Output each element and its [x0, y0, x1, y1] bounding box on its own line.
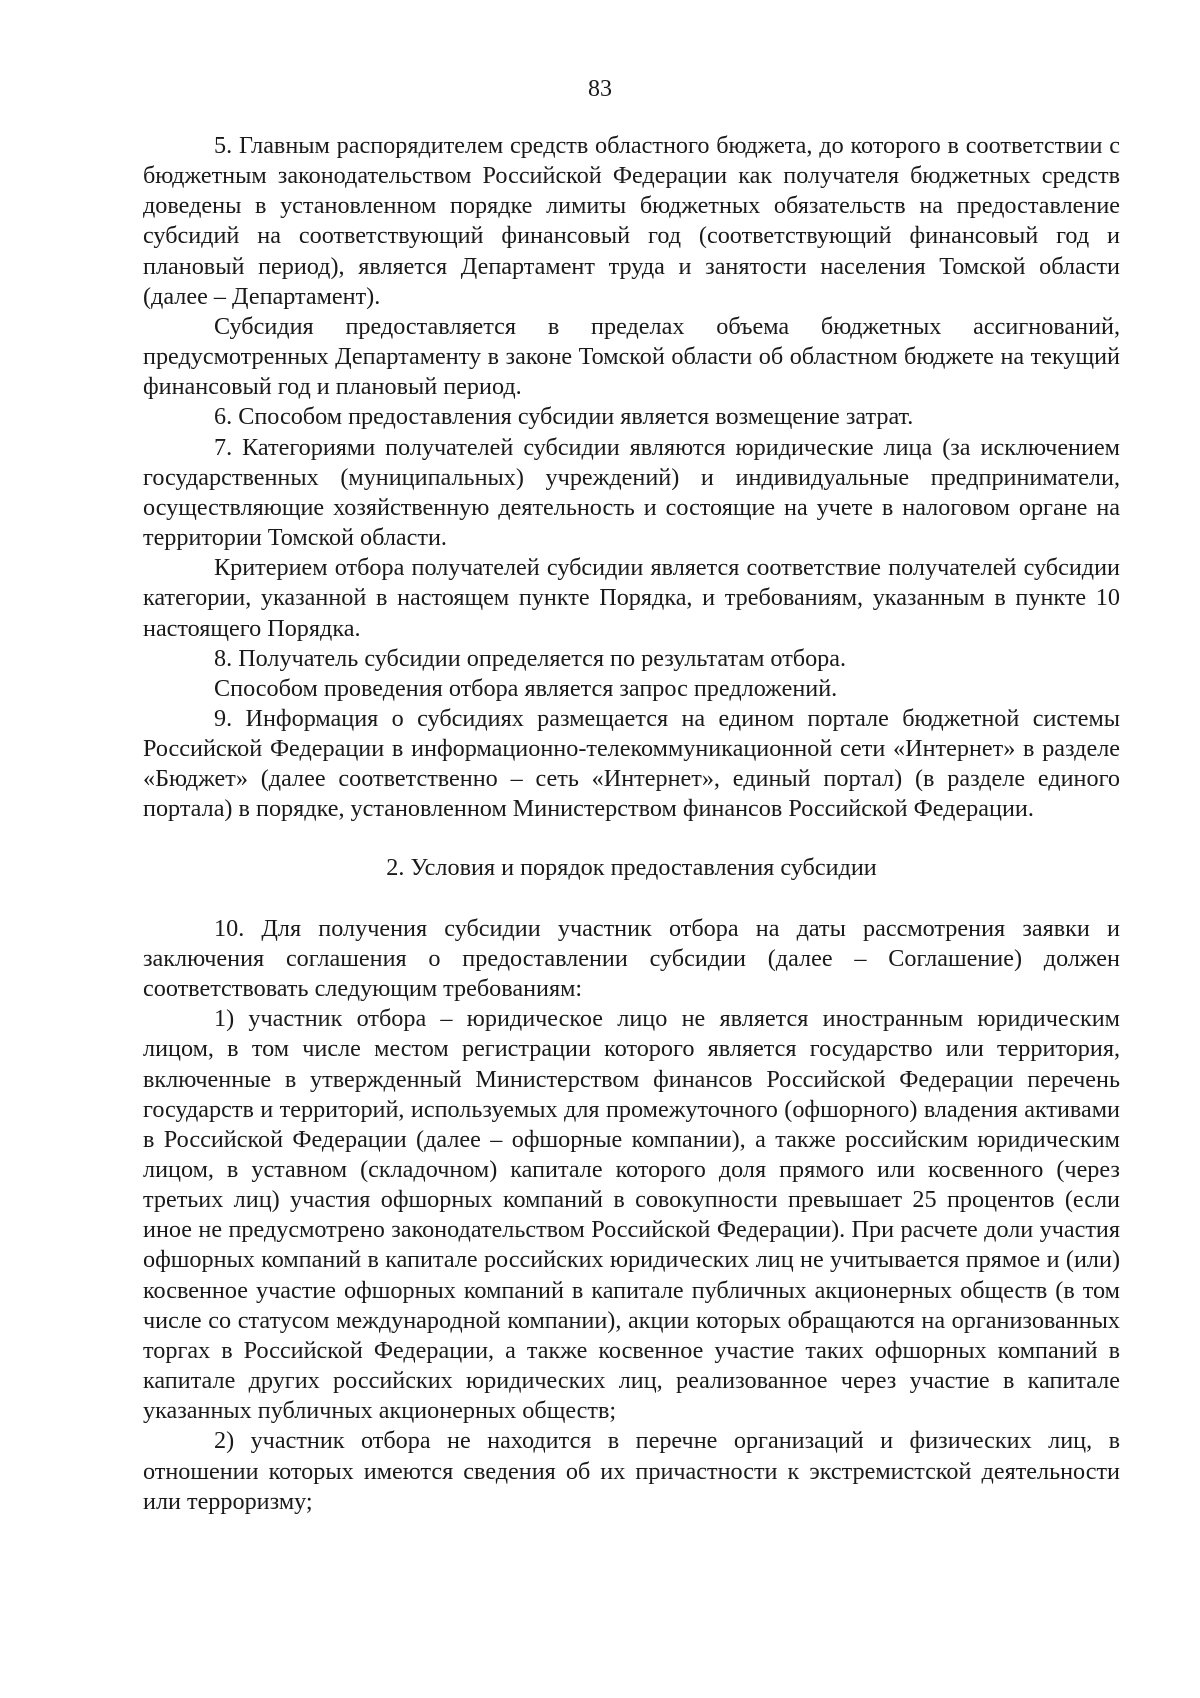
- paragraph-6: 6. Способом предоставления субсидии является возмещение затрат.: [214, 403, 914, 431]
- paragraph-10: 10. Для получения субсидии участник отбора на даты рассмотрения заявки и заключения соглашения о предоставлении субсидии (далее – Соглашение) должен соответствовать следующим требованиям:: [143, 914, 1120, 1003]
- section-title: 2. Условия и порядок предоставления субсидии: [386, 853, 877, 881]
- paragraph-9: 9. Информация о субсидиях размещается на едином портале бюджетной системы Российской Федерации в информационно-телекоммуникационной сети «Интернет» в разделе «Бюджет» (далее соответственно – сеть «Интернет», единый портал) (в разделе единого портала) в порядке, установленном Министерством финансов Российской Федерации.: [143, 704, 1120, 823]
- paragraph-8-method: Способом проведения отбора является запрос предложений.: [214, 674, 838, 702]
- paragraph-7-criterion: Критерием отбора получателей субсидии является соответствие получателей субсидии категории, указанной в настоящем пункте Порядка, и требованиям, указанным в пункте 10 настоящего Порядка.: [143, 554, 1120, 642]
- paragraph-8: 8. Получатель субсидии определяется по результатам отбора.: [214, 644, 847, 672]
- paragraph-10-item-1: 1) участник отбора – юридическое лицо не является иностранным юридическим лицом, в том числе местом регистрации которого является государство или территория, включенные в утвержденный Министерством финансов Российской Федерации перечень государств и территорий, используемых для промежуточного (офшорного) владения активами в Российской Федерации (далее – офшорные компании), а также российским юридическим лицом, в уставном (складочном) капитале которого доля прямого или косвенного (через третьих лиц) участия офшорных компаний в совокупности превышает 25 процентов (если иное не предусмотрено законодательством Российской Федерации). При расчете доли участия офшорных компаний в капитале российских юридических лиц не учитывается прямое и (или) косвенное участие офшорных компаний в капитале публичных акционерных обществ (в том числе со статусом международной компании), акции которых обращаются на организованных торгах в Российской Федерации, а также косвенное участие таких офшорных компаний в капитале других российских юридических лиц, реализованное через участие в капитале указанных публичных акционерных обществ;: [143, 1005, 1120, 1425]
- paragraph-5: 5. Главным распорядителем средств областного бюджета, до которого в соответствии с бюджетным законодательством Российской Федерации как получателя бюджетных средств доведены в установленном порядке лимиты бюджетных обязательств на предоставление субсидий на соответствующий финансовый год (соответствующий финансовый год и плановый период), является Департамент труда и занятости населения Томской области (далее – Департамент).: [143, 132, 1120, 310]
- paragraph-10-item-2: 2) участник отбора не находится в перечне организаций и физических лиц, в отношении которых имеются сведения об их причастности к экстремистской деятельности или терроризму;: [143, 1427, 1120, 1515]
- document-body: [143, 131, 1120, 1517]
- paragraph-5-subsidy-limits: Субсидия предоставляется в пределах объема бюджетных ассигнований, предусмотренных Департаменту в законе Томской области об областном бюджете на текущий финансовый год и плановый период.: [143, 312, 1120, 401]
- paragraph-7: 7. Категориями получателей субсидии являются юридические лица (за исключением государственных (муниципальных) учреждений) и индивидуальные предприниматели, осуществляющие хозяйственную деятельность и состоящие на учете в налоговом органе на территории Томской области.: [143, 433, 1120, 552]
- page-number: 83: [588, 76, 612, 102]
